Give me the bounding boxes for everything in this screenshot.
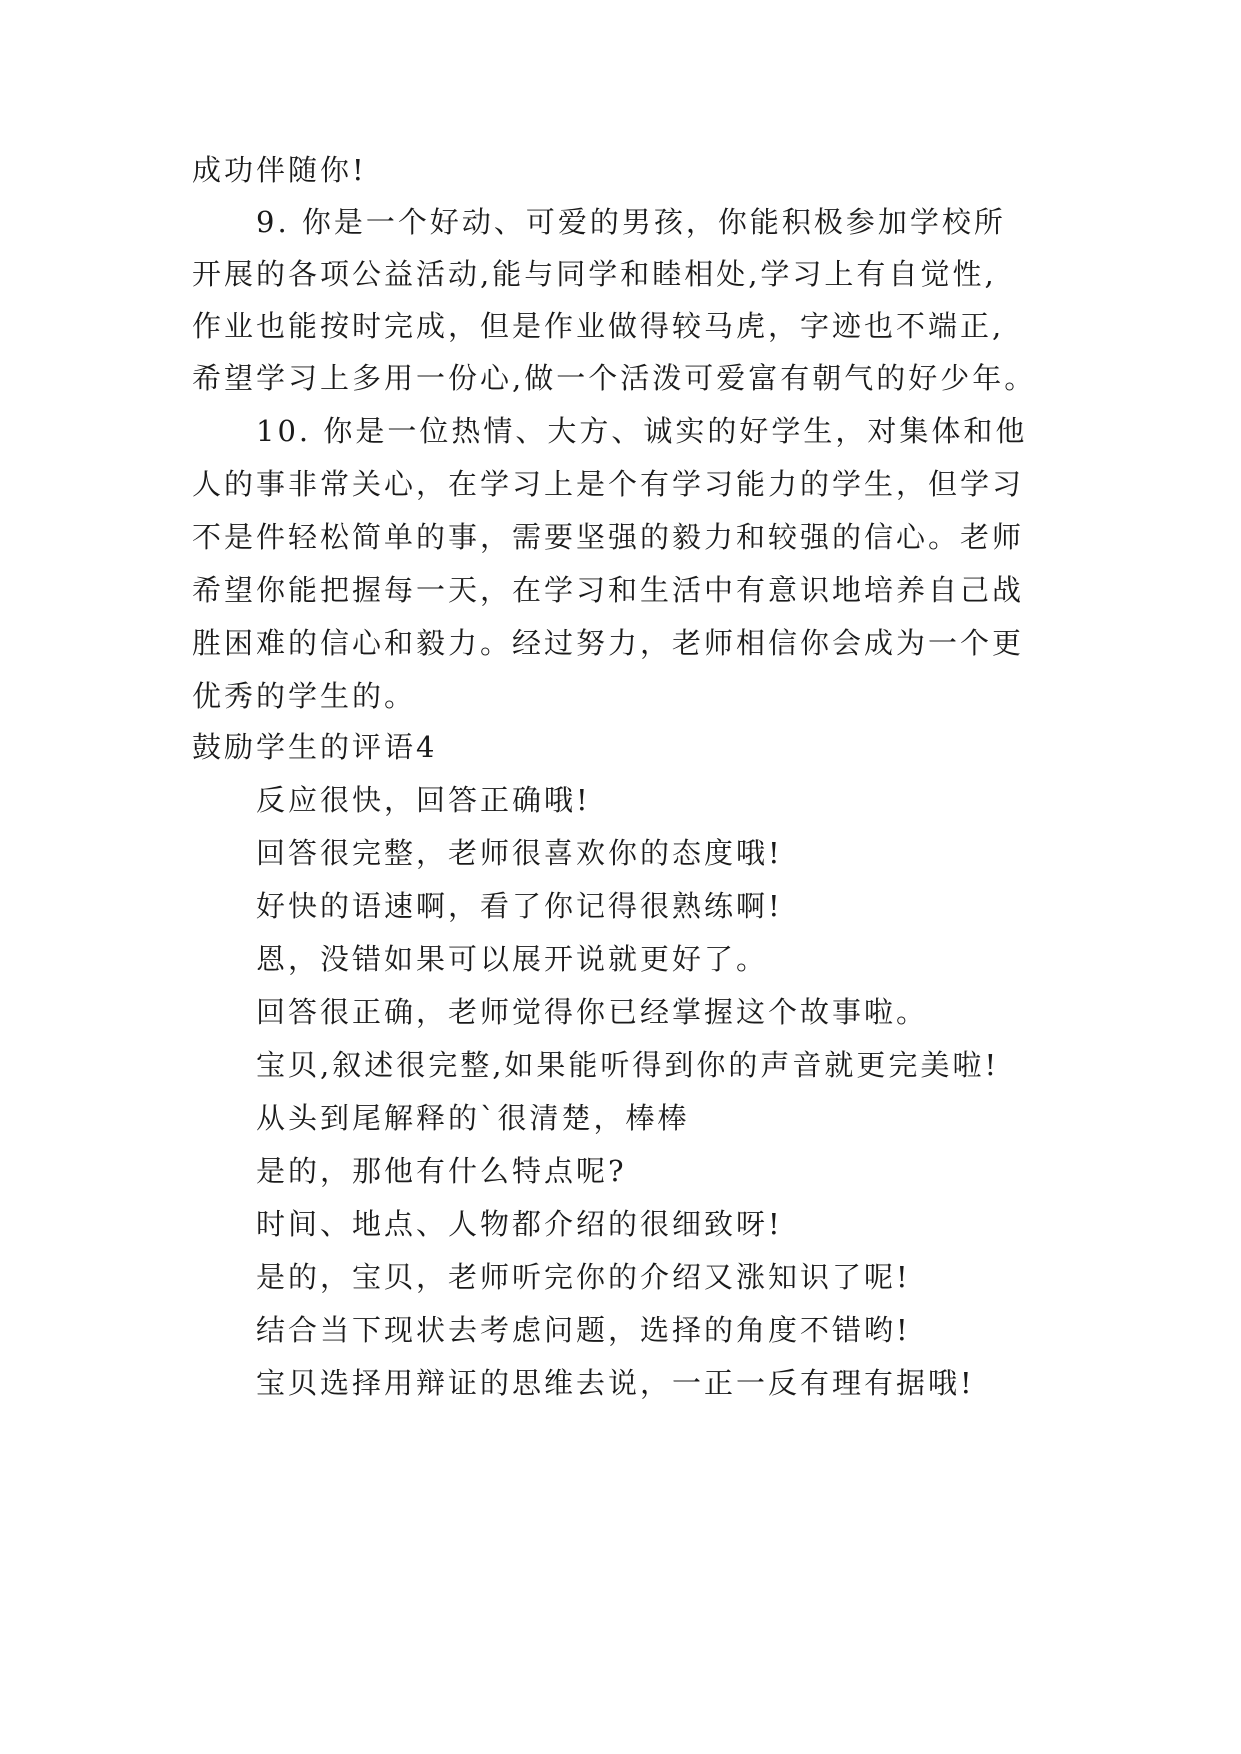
comment-line: 回答很完整，老师很喜欢你的态度哦! bbox=[256, 836, 783, 870]
paragraph-line: 优秀的学生的。 bbox=[192, 679, 417, 713]
paragraph-line: 不是件轻松简单的事，需要坚强的毅力和较强的信心。老师 bbox=[192, 520, 1025, 554]
comment-line: 从头到尾解释的`很清楚，棒棒 bbox=[256, 1101, 690, 1135]
comment-line: 好快的语速啊，看了你记得很熟练啊! bbox=[256, 889, 783, 923]
comment-line: 时间、地点、人物都介绍的很细致呀! bbox=[256, 1207, 783, 1241]
comment-line: 反应很快，回答正确哦! bbox=[256, 783, 591, 817]
paragraph-line: 希望你能把握每一天，在学习和生活中有意识地培养自己战 bbox=[192, 573, 1025, 607]
comment-line: 宝贝选择用辩证的思维去说，一正一反有理有据哦! bbox=[256, 1366, 975, 1400]
paragraph-line: 胜困难的信心和毅力。经过努力，老师相信你会成为一个更 bbox=[192, 626, 1025, 660]
paragraph-line: 成功伴随你! bbox=[192, 153, 367, 187]
comment-line: 是的，那他有什么特点呢? bbox=[256, 1154, 627, 1188]
paragraph-line: 开展的各项公益活动,能与同学和睦相处,学习上有自觉性, bbox=[192, 257, 997, 291]
comment-line: 是的，宝贝，老师听完你的介绍又涨知识了呢! bbox=[256, 1260, 911, 1294]
comment-line: 回答很正确，老师觉得你已经掌握这个故事啦。 bbox=[256, 995, 929, 1029]
paragraph-line: 作业也能按时完成，但是作业做得较马虎，字迹也不端正, bbox=[192, 309, 1005, 343]
comment-line: 结合当下现状去考虑问题，选择的角度不错哟! bbox=[256, 1313, 911, 1347]
comment-line: 恩，没错如果可以展开说就更好了。 bbox=[256, 942, 769, 976]
paragraph-line: 10. 你是一位热情、大方、诚实的好学生，对集体和他 bbox=[256, 414, 1028, 448]
paragraph-line: 希望学习上多用一份心,做一个活泼可爱富有朝气的好少年。 bbox=[192, 361, 1037, 395]
section-heading: 鼓励学生的评语4 bbox=[192, 730, 438, 764]
paragraph-line: 人的事非常关心，在学习上是个有学习能力的学生，但学习 bbox=[192, 467, 1025, 501]
comment-line: 宝贝,叙述很完整,如果能听得到你的声音就更完美啦! bbox=[256, 1048, 1000, 1082]
paragraph-line: 9. 你是一个好动、可爱的男孩，你能积极参加学校所 bbox=[256, 205, 1006, 239]
